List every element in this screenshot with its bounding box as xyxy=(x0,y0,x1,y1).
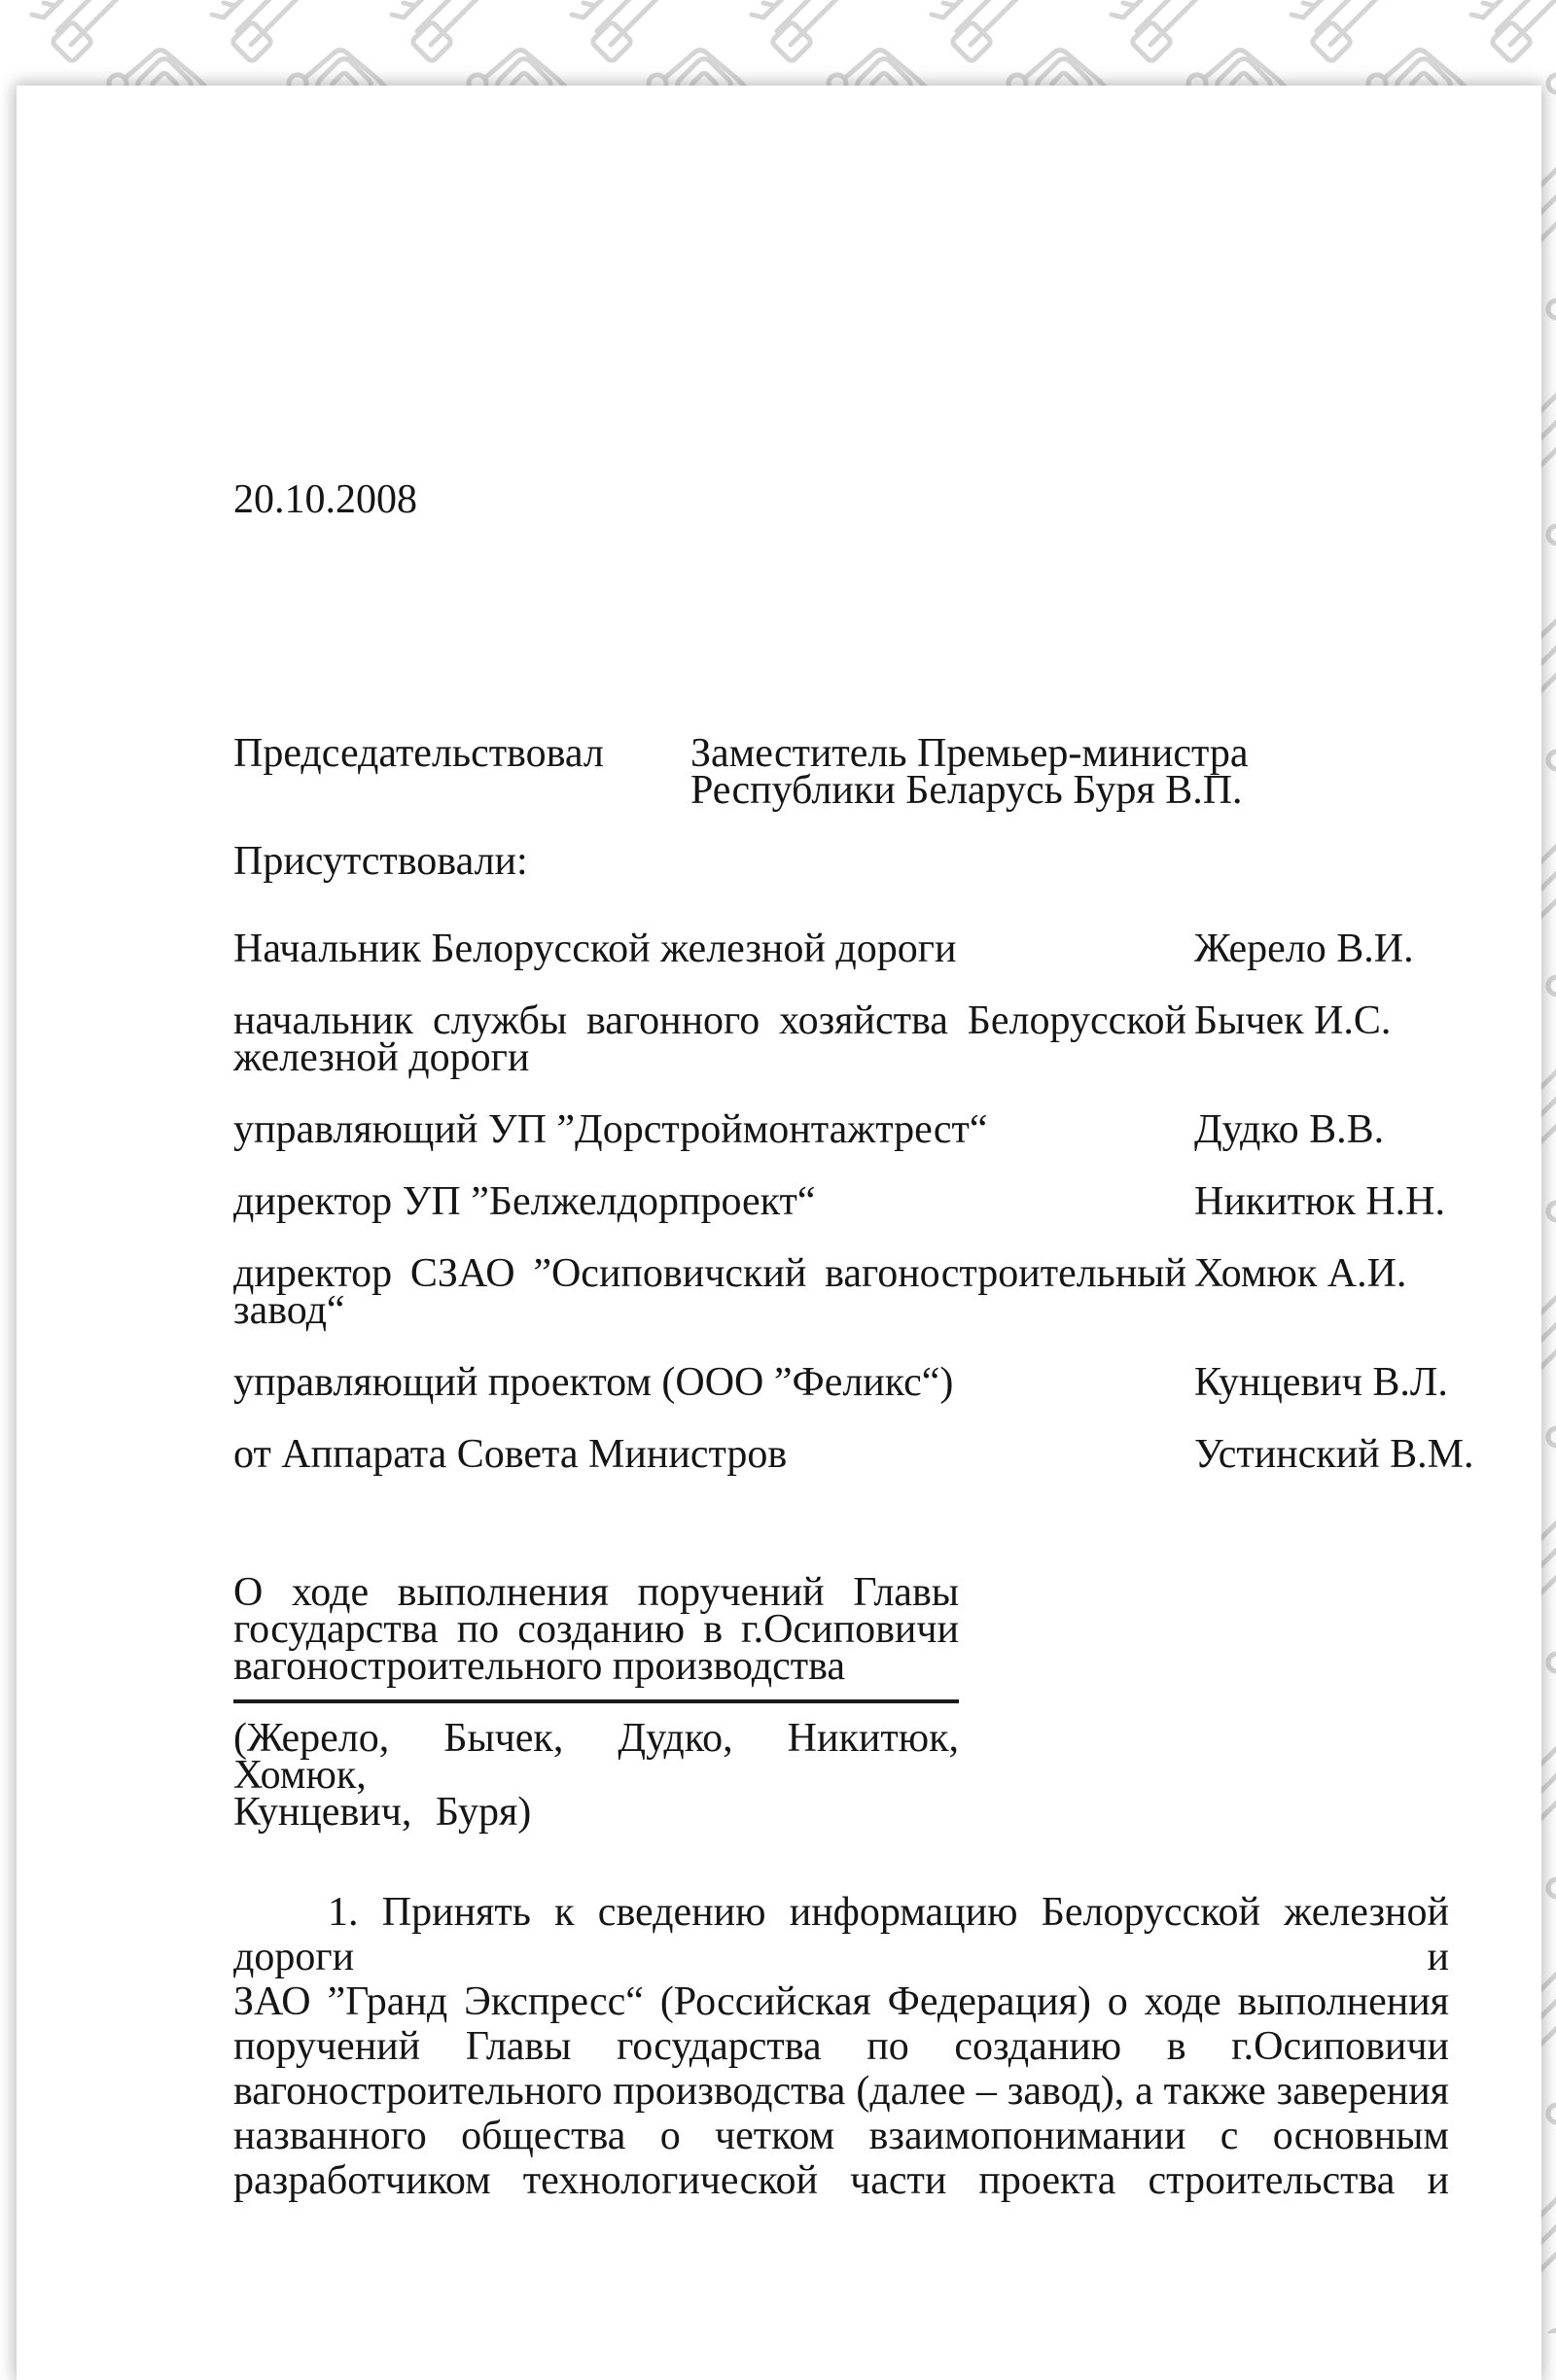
participants-note-line: (Жерело, Бычек, Дудко, Никитюк, Хомюк, xyxy=(233,1716,959,1798)
paragraph-line: поручений Главы государства по созданию в г.Осиповичи xyxy=(233,2024,1449,2069)
chairman-value-line: Республики Беларусь Буря В.П. xyxy=(690,768,1243,813)
attendee-role: от Аппарата Совета Министров xyxy=(233,1432,788,1477)
subject-line: О ходе выполнения поручений Главы xyxy=(233,1570,959,1615)
attendee-role: управляющий УП ”Дорстроймонтажтрест“ xyxy=(233,1107,988,1152)
paragraph-line: разработчиком технологической части проекта строительства и xyxy=(233,2158,1449,2203)
subject-title xyxy=(233,1570,959,1689)
attendee-row xyxy=(233,1251,1449,1333)
paragraph-line: вагоностроительного производства (далее – завод), а также заверения xyxy=(233,2069,1449,2114)
attendee-name: Хомюк А.И. xyxy=(1194,1251,1407,1296)
subject-line: вагоностроительного производства xyxy=(233,1644,846,1689)
attendee-name: Жерело В.И. xyxy=(1194,927,1414,971)
document-content xyxy=(233,86,1474,2203)
document-date: 20.10.2008 xyxy=(233,477,417,522)
chairman-value xyxy=(690,731,1293,813)
attendee-name: Кунцевич В.Л. xyxy=(1194,1360,1448,1405)
paragraph-line: 1. Принять к сведению информацию Белорусской железной дороги и xyxy=(233,1890,1449,1979)
attendee-role: управляющий проектом (ООО ”Феликс“) xyxy=(233,1360,954,1405)
attendee-role: Начальник Белорусской железной дороги xyxy=(233,927,957,971)
attendee-row xyxy=(233,1107,1449,1152)
attendee-name: Бычек И.С. xyxy=(1194,998,1392,1043)
attendee-row xyxy=(233,1432,1474,1477)
attendees-list xyxy=(233,927,1474,1477)
attendee-role: начальник службы вагонного хозяйства Белорусской железной дороги xyxy=(233,998,1186,1080)
attendee-name: Дудко В.В. xyxy=(1194,1107,1385,1152)
participants-note-line: Кунцевич, Буря) xyxy=(233,1790,532,1835)
attendee-row xyxy=(233,1179,1449,1224)
chairman-value-line: Заместитель Премьер-министра xyxy=(690,731,1249,776)
attendee-role: директор СЗАО ”Осиповичский вагоностроительный завод“ xyxy=(233,1251,1186,1333)
attendees-heading: Присутствовали: xyxy=(233,839,528,884)
chairman-label: Председательствовал xyxy=(233,731,604,776)
paragraph-line: названного общества о четком взаимопонимании с основным xyxy=(233,2114,1449,2158)
paragraph-1 xyxy=(233,1890,1449,2203)
attendee-row xyxy=(233,1360,1449,1405)
subject-line: государства по созданию в г.Осиповичи xyxy=(233,1607,959,1652)
subject-underline xyxy=(233,1699,959,1703)
attendee-row xyxy=(233,998,1449,1080)
attendee-name: Никитюк Н.Н. xyxy=(1194,1179,1445,1224)
attendee-role: директор УП ”Белжелдорпроект“ xyxy=(233,1179,816,1224)
participants-note xyxy=(233,1716,959,1835)
paragraph-line: ЗАО ”Гранд Экспресс“ (Российская Федерация) о ходе выполнения xyxy=(233,1979,1449,2024)
document-page xyxy=(17,86,1541,2380)
chairman-row xyxy=(233,731,1449,813)
attendee-row xyxy=(233,927,1449,971)
attendee-name: Устинский В.М. xyxy=(1194,1432,1474,1477)
